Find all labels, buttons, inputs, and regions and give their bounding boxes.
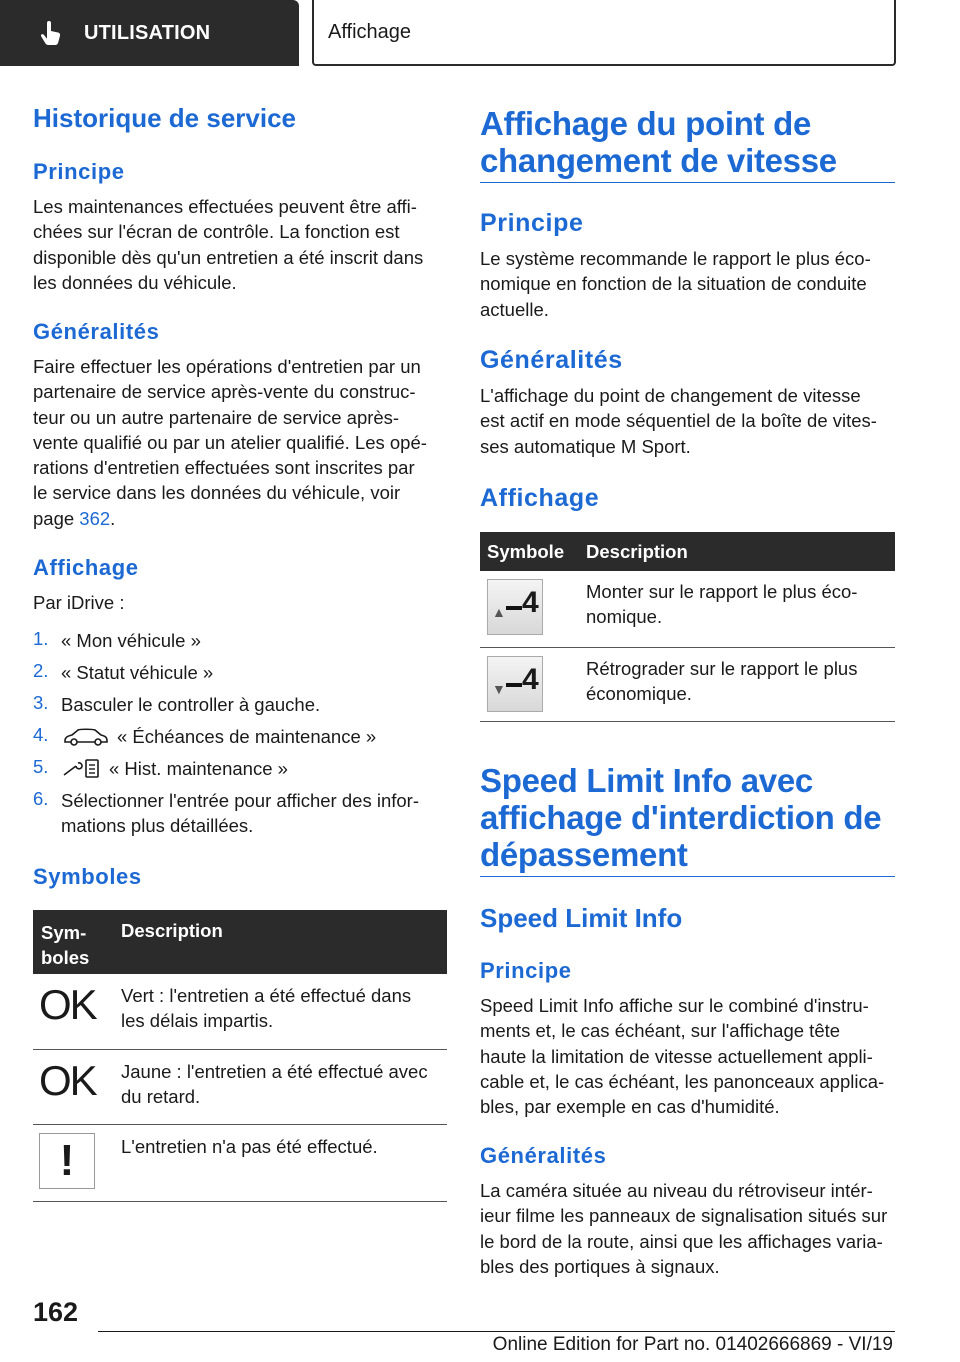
page-number: 162 xyxy=(33,1297,79,1327)
title-line: affichage d'interdiction de xyxy=(480,799,882,836)
text-line: cable et, le cas échéant, les panonceaux applica- xyxy=(480,1070,885,1092)
table-row xyxy=(480,571,895,647)
text-line: est actif en mode séquentiel de la boîte de vites- xyxy=(480,410,877,432)
description-cell xyxy=(113,1124,447,1201)
step-text: Basculer le controller à gauche. xyxy=(61,694,321,715)
text-line: les délais impartis. xyxy=(121,1010,274,1032)
step-text: « Mon véhicule » xyxy=(61,630,201,651)
table-header-row xyxy=(480,532,895,571)
symbol-cell xyxy=(33,1049,113,1124)
text-line: Les maintenances effectuées peuvent être affi- xyxy=(33,196,417,217)
step-number: 2. xyxy=(33,660,49,681)
step-list xyxy=(33,628,447,848)
column-header xyxy=(33,910,113,974)
title-rule xyxy=(480,182,895,183)
column-header: Symbole xyxy=(480,532,578,571)
text-line: L'entretien n'a pas été effectué. xyxy=(121,1135,378,1157)
text-line: ments et, le cas échéant, sur l'affichage tête xyxy=(480,1020,841,1042)
text-line: les données du véhicule. xyxy=(33,271,237,293)
heading-symboles: Symboles xyxy=(33,864,142,889)
symbols-table xyxy=(33,910,447,1202)
text-line: bles des portiques à signaux. xyxy=(480,1255,720,1277)
paragraph-principe xyxy=(480,246,895,322)
table-row xyxy=(480,647,895,721)
text-line xyxy=(33,506,447,531)
table-row xyxy=(33,1124,447,1201)
table-header-row xyxy=(33,910,447,974)
text-line: mations plus détaillées. xyxy=(61,815,254,837)
heading-generalites: Généralités xyxy=(33,319,160,344)
column-header: Description xyxy=(578,532,895,571)
text-line: actuelle. xyxy=(480,298,549,320)
text-line: le bord de la route, ainsi que les affichages varia- xyxy=(480,1230,883,1252)
description-cell xyxy=(578,571,895,647)
text-line: économique. xyxy=(586,682,692,704)
text-line: Jaune : l'entretien a été effectué avec xyxy=(121,1060,428,1082)
gear-up-icon xyxy=(487,579,543,635)
topic-box xyxy=(312,0,896,66)
step-text: « Échéances de maintenance » xyxy=(117,726,377,747)
heading-affichage: Affichage xyxy=(33,555,139,580)
text-line: ieur filme les panneaux de signalisation situés sur xyxy=(480,1205,888,1227)
text-line: Sélectionner l'entrée pour afficher des infor- xyxy=(61,790,419,811)
edition-note: Online Edition for Part no. 01402666869 - VI/19 xyxy=(492,1334,893,1355)
chevron-down-icon: ▼ xyxy=(492,680,506,697)
text-line: nomique. xyxy=(586,606,663,628)
heading-principe: Principe xyxy=(480,958,572,983)
text-line: haute la limitation de vitesse actuellement appli- xyxy=(480,1045,873,1067)
text-line: Le système recommande le rapport le plus éco- xyxy=(480,248,871,269)
title-rule xyxy=(480,876,895,877)
symbol-cell xyxy=(480,571,578,647)
car-icon xyxy=(62,727,110,747)
description-cell xyxy=(113,1049,447,1124)
step-number: 6. xyxy=(33,788,49,809)
section-title-historique: Historique de service xyxy=(33,103,296,133)
section-tab xyxy=(0,0,299,66)
paragraph-principe xyxy=(33,194,447,295)
step-number: 3. xyxy=(33,692,49,713)
table-row xyxy=(33,974,447,1049)
arrow-bar xyxy=(506,606,522,610)
affichage-intro: Par iDrive : xyxy=(33,592,125,613)
text-line: bles, par exemple en cas d'humidité. xyxy=(480,1096,780,1118)
heading-speed-limit-info: Speed Limit Info xyxy=(480,903,683,933)
arrow-bar xyxy=(506,683,522,687)
column-header: Description xyxy=(113,910,447,974)
text-line: du retard. xyxy=(121,1085,201,1107)
paragraph-generalites xyxy=(33,354,447,531)
step-text: « Statut véhicule » xyxy=(61,662,214,683)
table-row xyxy=(33,1049,447,1124)
text-fragment: . xyxy=(110,507,116,529)
gear-number: 4 xyxy=(522,586,539,619)
symbol-cell xyxy=(33,974,113,1049)
heading-generalites: Généralités xyxy=(480,1143,607,1168)
text-fragment: page xyxy=(33,507,80,529)
text-line: teur ou un autre partenaire de service après- xyxy=(33,406,400,428)
paragraph-generalites xyxy=(480,1178,895,1279)
text-line: nomique en fonction de la situation de conduite xyxy=(480,273,867,295)
wrench-list-icon xyxy=(62,757,102,779)
text-line: vente qualifié ou par un atelier qualifié. Les opé- xyxy=(33,431,427,453)
section-title-point-vitesse xyxy=(480,105,837,179)
symbol-cell xyxy=(480,647,578,721)
text-line: Faire effectuer les opérations d'entretien par un xyxy=(33,356,421,377)
section-title-speed-limit xyxy=(480,762,881,873)
symbol-cell xyxy=(33,1124,113,1201)
footer-rule xyxy=(98,1331,895,1332)
step-number: 5. xyxy=(33,756,49,777)
step-text xyxy=(61,788,447,839)
description-cell xyxy=(578,647,895,721)
paragraph-generalites xyxy=(480,383,895,459)
step-text: « Hist. maintenance » xyxy=(109,758,288,779)
text-line: partenaire de service après-vente du construc- xyxy=(33,381,416,403)
ok-yellow-icon: OK xyxy=(39,1056,96,1104)
ok-green-icon: OK xyxy=(39,981,96,1028)
paragraph-principe xyxy=(480,993,895,1119)
hand-pointer-icon xyxy=(38,20,64,46)
title-line: Affichage du point de xyxy=(480,105,812,142)
heading-principe: Principe xyxy=(480,209,584,237)
title-line: dépassement xyxy=(480,836,688,873)
header-line: boles xyxy=(41,947,90,968)
heading-principe: Principe xyxy=(33,159,125,184)
chevron-up-icon: ▲ xyxy=(492,604,506,620)
description-cell xyxy=(113,974,447,1049)
gear-number: 4 xyxy=(522,662,539,696)
exclamation-glyph: ! xyxy=(59,1135,75,1185)
text-line: ses automatique M Sport. xyxy=(480,435,691,457)
topic-label: Affichage xyxy=(328,20,412,43)
exclamation-icon xyxy=(39,1133,95,1189)
title-line: changement de vitesse xyxy=(480,142,837,179)
gear-down-icon xyxy=(487,656,543,712)
text-line: Monter sur le rapport le plus éco- xyxy=(586,581,858,602)
header-line: Sym- xyxy=(41,922,87,943)
step-number: 1. xyxy=(33,628,49,649)
text-line: Speed Limit Info affiche sur le combiné d'instru- xyxy=(480,995,869,1016)
page-link[interactable]: 362 xyxy=(79,507,111,529)
text-line: Rétrograder sur le rapport le plus xyxy=(586,657,858,679)
heading-generalites: Généralités xyxy=(480,346,623,374)
text-line: chées sur l'écran de contrôle. La fonction est xyxy=(33,221,400,243)
text-line: rations d'entretien effectuées sont inscrites par xyxy=(33,457,415,479)
section-label: UTILISATION xyxy=(84,21,211,44)
title-line: Speed Limit Info avec xyxy=(480,762,813,799)
text-line: le service dans les données du véhicule, voir xyxy=(33,482,401,504)
text-line: L'affichage du point de changement de vitesse xyxy=(480,385,861,406)
text-line: La caméra située au niveau du rétroviseur intér- xyxy=(480,1180,873,1201)
step-number: 4. xyxy=(33,724,49,745)
heading-affichage: Affichage xyxy=(480,484,600,512)
text-line: disponible dès qu'un entretien a été inscrit dans xyxy=(33,246,424,268)
gear-table xyxy=(480,532,895,722)
text-line: Vert : l'entretien a été effectué dans xyxy=(121,985,412,1006)
